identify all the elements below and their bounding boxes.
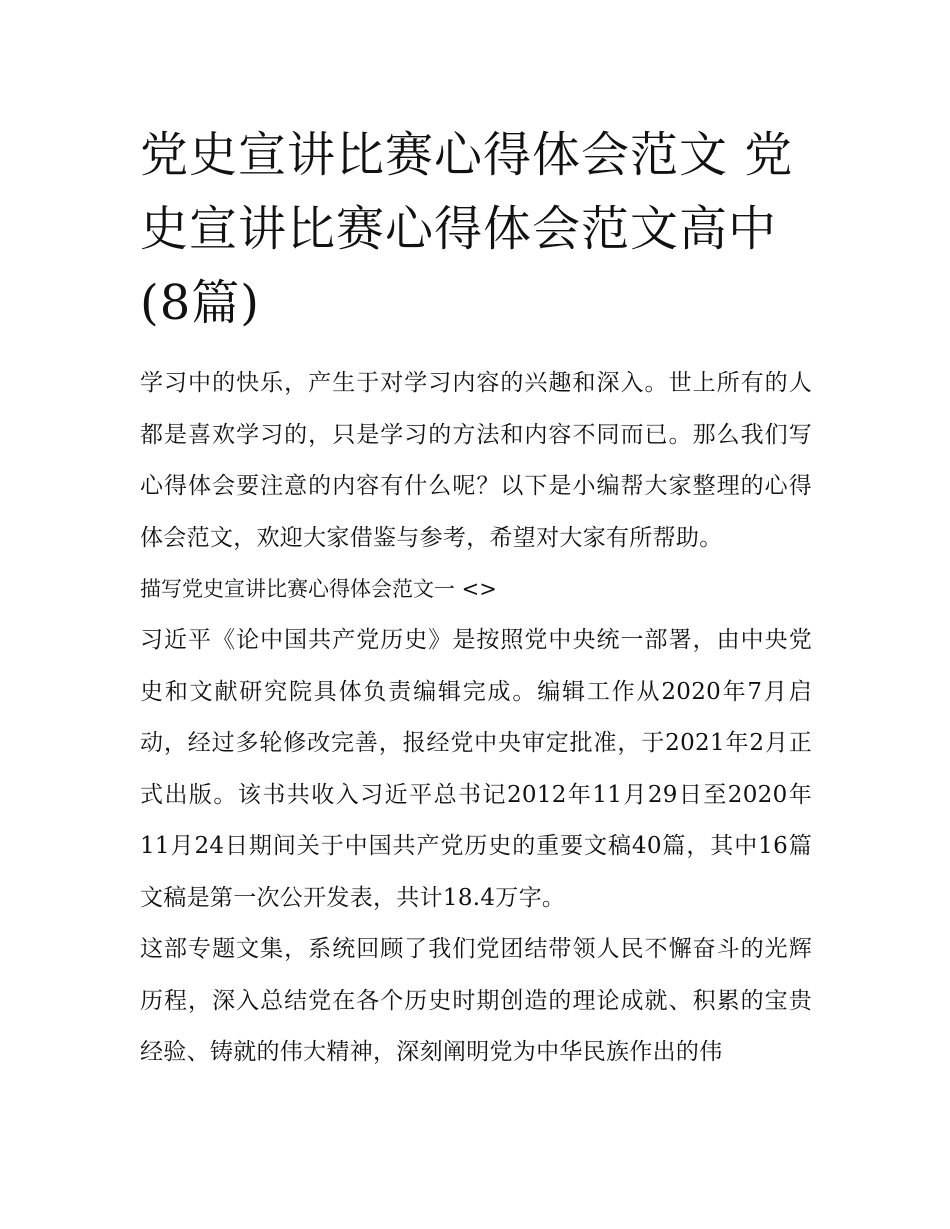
body-paragraph-2: 这部专题文集，系统回顾了我们党团结带领人民不懈奋斗的光辉历程，深入总结党在各个历史时期创造的理论成就、积累的宝贵经验、铸就的伟大精神，深刻阐明党为中华民族作出的伟 — [140, 936, 812, 1065]
document-title: 党史宣讲比赛心得体会范文 党史宣讲比赛心得体会范文高中(8篇) — [140, 127, 794, 331]
body-paragraph-1: 习近平《论中国共产党历史》是按照党中央统一部署，由中央党史和文献研究院具体负责编辑完成。编辑工作从2020年7月启动，经过多轮修改完善，报经党中央审定批准，于2021年2月正式出版。该书共收入习近平总书记2012年11月29日至2020年11月24日期间关于中国共产党历史的重要文稿40篇，其中16篇文稿是第一次公开发表，共计18.4万字。 — [140, 627, 812, 911]
intro-paragraph: 学习中的快乐，产生于对学习内容的兴趣和深入。世上所有的人都是喜欢学习的，只是学习的方法和内容不同而已。那么我们写心得体会要注意的内容有什么呢？以下是小编帮大家整理的心得体会范文，欢迎大家借鉴与参考，希望对大家有所帮助。 — [140, 370, 812, 551]
section-heading: 描写党史宣讲比赛心得体会范文一 <> — [140, 577, 497, 601]
document-content — [140, 118, 812, 1079]
